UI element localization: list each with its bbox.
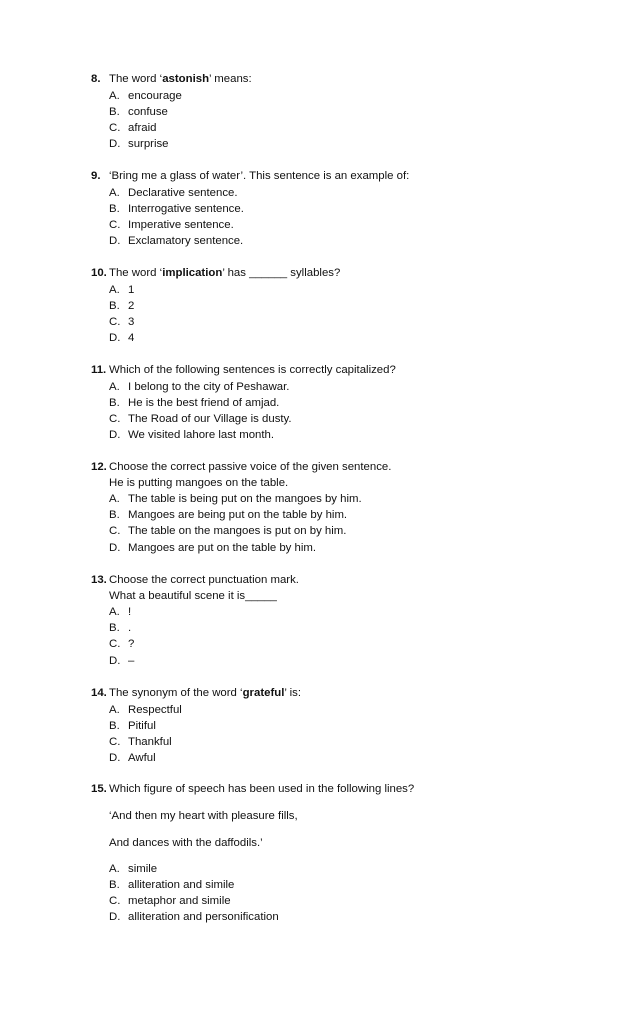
- option-b: [109, 105, 168, 119]
- option-letter: A.: [109, 863, 120, 875]
- option-letter: A.: [109, 90, 120, 102]
- option-text: ?: [128, 638, 135, 650]
- option-b: [109, 299, 134, 313]
- option-text: metaphor and simile: [128, 895, 231, 907]
- option-text: We visited lahore last month.: [128, 429, 275, 441]
- stem-keyword: grateful: [242, 687, 285, 699]
- option-text: The table is being put on the mangoes by him.: [128, 493, 362, 505]
- stem-text: The word ‘: [109, 73, 163, 85]
- option-text: He is the best friend of amjad.: [128, 397, 280, 409]
- option-letter: B.: [109, 879, 120, 891]
- option-letter: B.: [109, 622, 120, 634]
- option-d: [109, 331, 134, 345]
- verse-line-1: ‘And then my heart with pleasure fills,: [109, 810, 298, 822]
- option-letter: C.: [109, 525, 121, 537]
- option-c: [109, 315, 134, 329]
- option-text: !: [128, 606, 132, 618]
- stem-text: The synonym of the word ‘: [109, 687, 243, 699]
- option-letter: A.: [109, 493, 120, 505]
- option-text: –: [128, 655, 135, 667]
- option-letter: B.: [109, 106, 120, 118]
- option-a: [109, 89, 182, 103]
- option-d: [109, 910, 279, 924]
- option-letter: C.: [109, 736, 121, 748]
- option-text: Declarative sentence.: [128, 187, 238, 199]
- option-c: [109, 637, 134, 651]
- option-letter: D.: [109, 429, 121, 441]
- option-b: [109, 508, 347, 522]
- option-text: 1: [128, 284, 135, 296]
- option-d: [109, 654, 134, 668]
- option-letter: C.: [109, 638, 121, 650]
- option-d: [109, 428, 274, 442]
- option-b: [109, 878, 234, 892]
- option-a: [109, 605, 131, 619]
- option-letter: B.: [109, 720, 120, 732]
- option-text: .: [128, 622, 132, 634]
- option-text: simile: [128, 863, 158, 875]
- question-number: 15.: [91, 783, 107, 795]
- question-stem: ‘Bring me a glass of water’. This sentence is an example of:: [109, 170, 410, 182]
- option-b: [109, 621, 131, 635]
- option-text: 4: [128, 332, 135, 344]
- option-c: [109, 524, 346, 538]
- given-sentence: He is putting mangoes on the table.: [109, 477, 289, 489]
- option-text: 2: [128, 300, 135, 312]
- option-text: Interrogative sentence.: [128, 203, 244, 215]
- option-a: [109, 862, 157, 876]
- option-letter: C.: [109, 413, 121, 425]
- option-letter: B.: [109, 203, 120, 215]
- option-letter: D.: [109, 752, 121, 764]
- option-text: alliteration and personification: [128, 911, 279, 923]
- option-text: Respectful: [128, 704, 182, 716]
- option-letter: A.: [109, 284, 120, 296]
- stem-text: ’ is:: [284, 687, 302, 699]
- option-a: [109, 703, 182, 717]
- question-stem: [109, 72, 252, 86]
- option-text: The Road of our Village is dusty.: [128, 413, 292, 425]
- option-text: Imperative sentence.: [128, 219, 234, 231]
- option-letter: D.: [109, 542, 121, 554]
- option-text: Exclamatory sentence.: [128, 235, 244, 247]
- option-c: [109, 412, 292, 426]
- option-letter: A.: [109, 606, 120, 618]
- given-sentence: What a beautiful scene it is_____: [109, 590, 277, 602]
- option-letter: B.: [109, 397, 120, 409]
- option-letter: A.: [109, 704, 120, 716]
- option-text: Awful: [128, 752, 156, 764]
- option-d: [109, 137, 169, 151]
- option-d: [109, 234, 243, 248]
- option-letter: B.: [109, 509, 120, 521]
- option-a: [109, 492, 362, 506]
- option-text: alliteration and simile: [128, 879, 235, 891]
- option-letter: D.: [109, 138, 121, 150]
- option-letter: A.: [109, 187, 120, 199]
- option-d: [109, 541, 316, 555]
- stem-keyword: astonish: [162, 73, 210, 85]
- option-letter: D.: [109, 235, 121, 247]
- stem-keyword: implication: [162, 267, 223, 279]
- option-letter: C.: [109, 316, 121, 328]
- option-text: 3: [128, 316, 135, 328]
- option-letter: A.: [109, 381, 120, 393]
- option-letter: B.: [109, 300, 120, 312]
- option-b: [109, 202, 244, 216]
- question-stem: [109, 686, 301, 700]
- option-text: Mangoes are put on the table by him.: [128, 542, 317, 554]
- option-text: I belong to the city of Peshawar.: [128, 381, 290, 393]
- option-text: surprise: [128, 138, 169, 150]
- option-text: Thankful: [128, 736, 172, 748]
- option-letter: D.: [109, 655, 121, 667]
- verse-line-2: And dances with the daffodils.’: [109, 837, 263, 849]
- option-c: [109, 735, 172, 749]
- option-letter: D.: [109, 332, 121, 344]
- question-stem: Choose the correct punctuation mark.: [109, 574, 299, 586]
- question-number: 8.: [91, 73, 101, 85]
- option-text: Pitiful: [128, 720, 156, 732]
- option-text: encourage: [128, 90, 182, 102]
- option-text: Mangoes are being put on the table by him.: [128, 509, 348, 521]
- question-number: 11.: [91, 364, 107, 376]
- option-d: [109, 751, 156, 765]
- question-number: 10.: [91, 267, 107, 279]
- option-a: [109, 186, 238, 200]
- question-number: 12.: [91, 461, 107, 473]
- option-letter: D.: [109, 911, 121, 923]
- option-letter: C.: [109, 895, 121, 907]
- option-c: [109, 894, 231, 908]
- stem-text: ’ means:: [209, 73, 252, 85]
- option-c: [109, 218, 234, 232]
- question-stem: [109, 266, 340, 280]
- question-number: 13.: [91, 574, 107, 586]
- question-stem: Which figure of speech has been used in the following lines?: [109, 783, 415, 795]
- question-stem: Which of the following sentences is correctly capitalized?: [109, 364, 396, 376]
- option-letter: C.: [109, 122, 121, 134]
- option-a: [109, 283, 134, 297]
- option-text: The table on the mangoes is put on by him.: [128, 525, 347, 537]
- option-c: [109, 121, 157, 135]
- option-text: confuse: [128, 106, 168, 118]
- option-b: [109, 719, 156, 733]
- question-number: 9.: [91, 170, 101, 182]
- question-stem: Choose the correct passive voice of the given sentence.: [109, 461, 392, 473]
- stem-text: ’ has ______ syllables?: [222, 267, 341, 279]
- option-letter: C.: [109, 219, 121, 231]
- option-a: [109, 380, 289, 394]
- stem-text: The word ‘: [109, 267, 163, 279]
- question-number: 14.: [91, 687, 107, 699]
- option-text: afraid: [128, 122, 157, 134]
- option-b: [109, 396, 279, 410]
